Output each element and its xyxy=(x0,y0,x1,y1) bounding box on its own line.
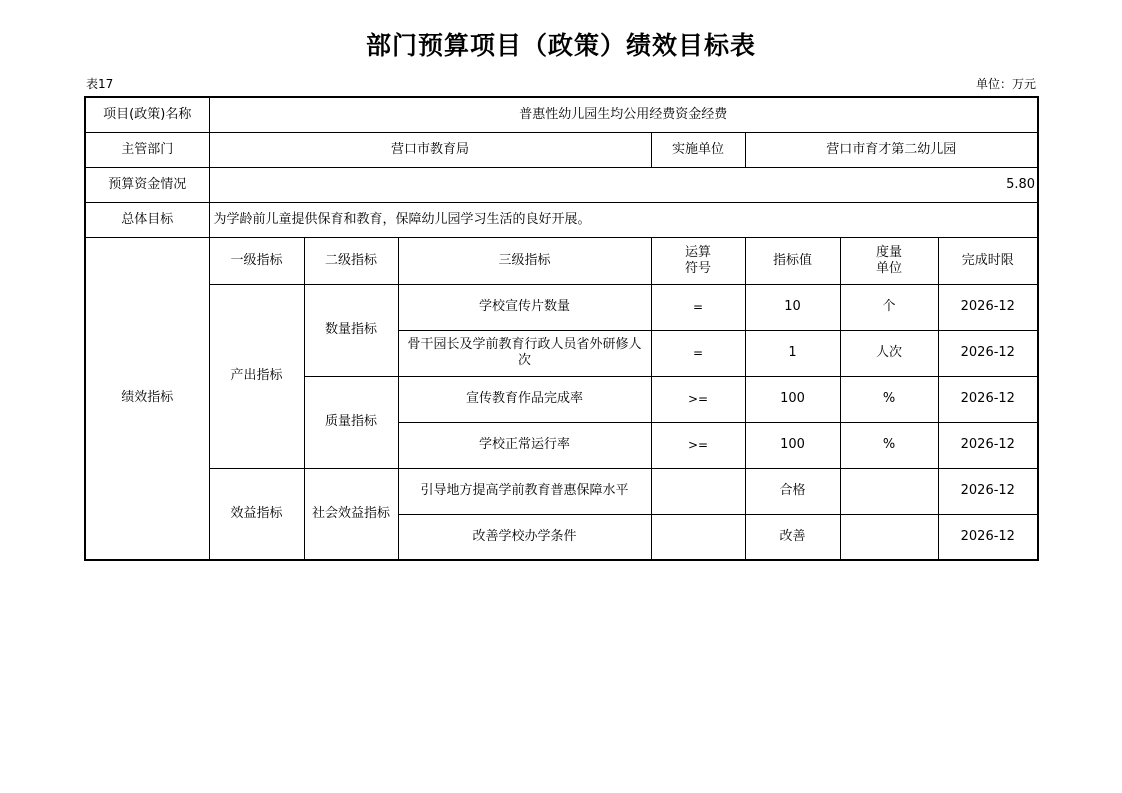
indicator-name: 骨干园长及学前教育行政人员省外研修人次 xyxy=(398,330,651,376)
indicator-name: 学校宣传片数量 xyxy=(398,284,651,330)
indicator-operator: = xyxy=(651,284,745,330)
goal-value: 为学龄前儿童提供保育和教育，保障幼儿园学习生活的良好开展。 xyxy=(209,202,1038,237)
header-level2: 二级指标 xyxy=(304,237,398,284)
indicator-operator: >= xyxy=(651,422,745,468)
budget-row xyxy=(85,167,1038,202)
budget-label: 预算资金情况 xyxy=(85,167,209,202)
performance-table xyxy=(84,96,1039,561)
indicator-deadline: 2026-12 xyxy=(938,514,1038,560)
indicator-operator xyxy=(651,514,745,560)
indicator-unit: 人次 xyxy=(840,330,938,376)
dept-value: 营口市教育局 xyxy=(209,132,651,167)
indicator-deadline: 2026-12 xyxy=(938,468,1038,514)
department-row xyxy=(85,132,1038,167)
indicator-name: 学校正常运行率 xyxy=(398,422,651,468)
budget-value: 5.80 xyxy=(209,167,1038,202)
indicator-name: 宣传教育作品完成率 xyxy=(398,376,651,422)
project-name-label: 项目(政策)名称 xyxy=(85,97,209,132)
dept-label: 主管部门 xyxy=(85,132,209,167)
indicator-value: 改善 xyxy=(745,514,840,560)
indicator-value: 10 xyxy=(745,284,840,330)
indicator-deadline: 2026-12 xyxy=(938,284,1038,330)
indicator-name: 改善学校办学条件 xyxy=(398,514,651,560)
table-row xyxy=(85,284,1038,330)
indicator-deadline: 2026-12 xyxy=(938,376,1038,422)
indicator-value: 100 xyxy=(745,422,840,468)
indicator-unit xyxy=(840,468,938,514)
indicator-unit: % xyxy=(840,376,938,422)
project-name-value: 普惠性幼儿园生均公用经费资金经费 xyxy=(209,97,1038,132)
indicator-deadline: 2026-12 xyxy=(938,422,1038,468)
header-level3: 三级指标 xyxy=(398,237,651,284)
impl-label: 实施单位 xyxy=(651,132,745,167)
project-row xyxy=(85,97,1038,132)
indicator-operator: >= xyxy=(651,376,745,422)
header-measure: 度量 单位 xyxy=(840,237,938,284)
group-benefit: 效益指标 xyxy=(209,468,304,560)
indicator-value: 1 xyxy=(745,330,840,376)
header-value: 指标值 xyxy=(745,237,840,284)
indicator-operator xyxy=(651,468,745,514)
indicator-unit: 个 xyxy=(840,284,938,330)
header-operator: 运算 符号 xyxy=(651,237,745,284)
indicator-value: 100 xyxy=(745,376,840,422)
indicator-value: 合格 xyxy=(745,468,840,514)
header-row xyxy=(85,237,1038,284)
header-deadline: 完成时限 xyxy=(938,237,1038,284)
page-title: 部门预算项目（政策）绩效目标表 xyxy=(365,31,756,60)
goal-label: 总体目标 xyxy=(85,202,209,237)
group-quality: 质量指标 xyxy=(304,376,398,468)
group-output: 产出指标 xyxy=(209,284,304,468)
impl-value: 营口市育才第二幼儿园 xyxy=(745,132,1038,167)
indicator-deadline: 2026-12 xyxy=(938,330,1038,376)
group-social: 社会效益指标 xyxy=(304,468,398,560)
indicator-name: 引导地方提高学前教育普惠保障水平 xyxy=(398,468,651,514)
table-number: 表17 xyxy=(86,77,114,91)
indicator-unit xyxy=(840,514,938,560)
header-level1: 一级指标 xyxy=(209,237,304,284)
goal-row xyxy=(85,202,1038,237)
group-quantity: 数量指标 xyxy=(304,284,398,376)
indicator-unit: % xyxy=(840,422,938,468)
perf-label: 绩效指标 xyxy=(85,237,209,560)
table-row xyxy=(85,468,1038,514)
unit-label: 单位：万元 xyxy=(975,77,1036,91)
indicator-operator: = xyxy=(651,330,745,376)
